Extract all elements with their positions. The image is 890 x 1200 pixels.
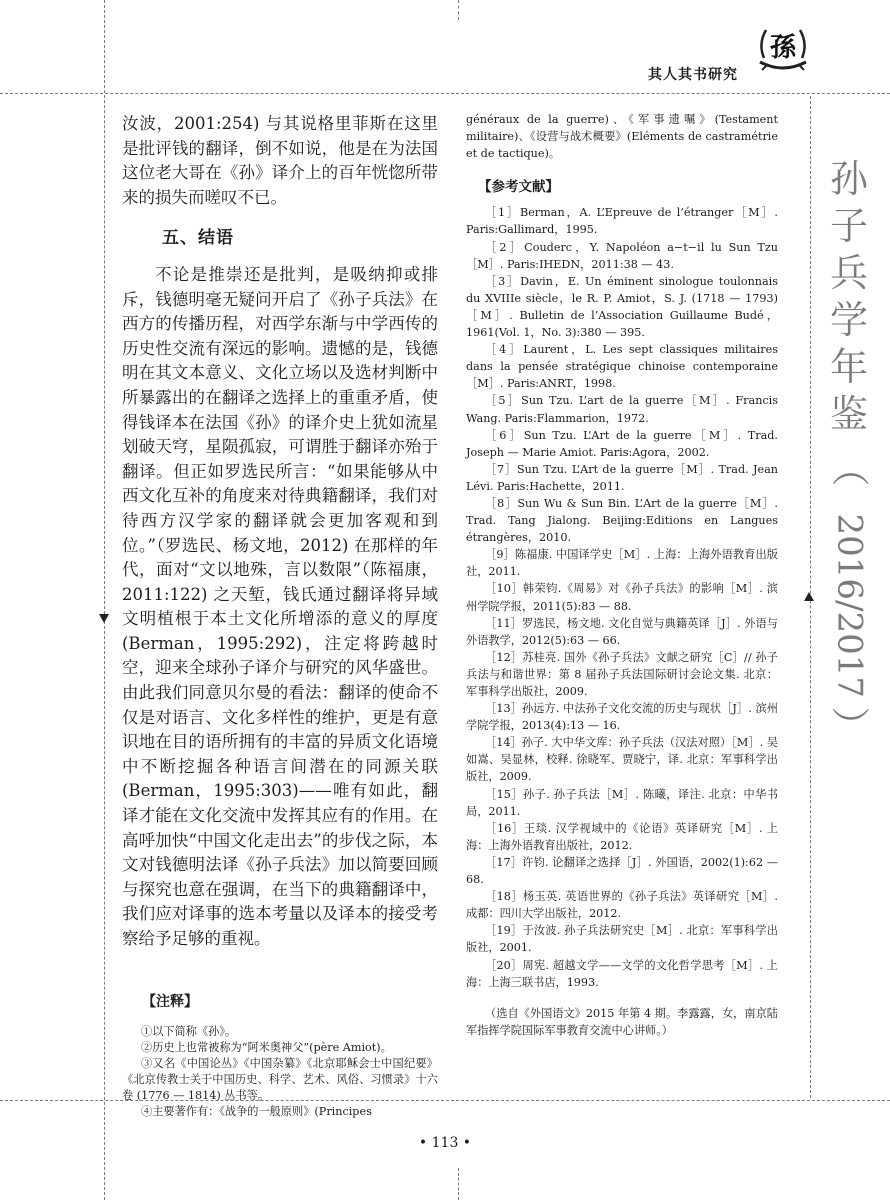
reference-item: ［11］罗选民，杨文地. 文化自觉与典籍英译［J］. 外语与外语教学，2012(5):63 — 66. <box>466 616 778 647</box>
right-arrow-marker <box>804 592 814 601</box>
left-column <box>122 112 438 1120</box>
reference-item: ［10］韩荣钧.《周易》对《孙子兵法》的影响［M］. 滨州学院学报，2011(5):83 — 88. <box>466 582 778 613</box>
note-item: ②历史上也常被称为“阿米奥神父”(père Amiot)。 <box>141 1041 392 1055</box>
yearbook-side-title <box>826 156 872 755</box>
reference-item: ［12］苏桂亮. 国外《孙子兵法》文献之研究［C］// 孙子兵法与和谐世界：第 8 届孙子兵法国际研讨会论文集. 北京：军事科学出版社，2009. <box>466 650 778 698</box>
notes-heading: 【注释】 <box>142 993 198 1010</box>
side-title-char: 孙 <box>829 157 868 201</box>
logo-glyph: 孫 <box>769 33 797 63</box>
notes-list <box>122 1024 438 1120</box>
reference-item: ［15］孙子. 孙子兵法［M］. 陈曦，译注. 北京：中华书局，2011. <box>466 787 778 818</box>
note-item: ③又名《中国论丛》《中国杂纂》《北京耶稣会士中国纪要》《北京传教士关于中国历史、科学、艺术、风俗、习惯录》十六卷 (1776 — 1814) 丛书等。 <box>122 1057 438 1103</box>
header-rule <box>0 93 890 94</box>
continued-paragraph: 汝波，2001:254) 与其说格里菲斯在这里是批评钱的翻译，倒不如说，他是在为法国这位老大哥在《孙》译介上的百年恍惚所带来的损失而嗟叹不已。 <box>122 114 438 207</box>
references-heading: 【参考文献】 <box>478 179 559 196</box>
section-heading: 五、结语 <box>162 228 234 249</box>
reference-item: ［13］孙远方. 中法孙子文化交流的历史与现状［J］. 滨州学院学报，2013(4):13 — 16. <box>466 702 778 733</box>
side-title-char: 鉴 <box>829 392 868 436</box>
reference-item: ［7］Sun Tzu. L’Art de la guerre［M］. Trad. Jean Lévi. Paris:Hachette，2011. <box>466 462 778 493</box>
note-item: ④主要著作有：《战争的一般原则》(Principes <box>141 1105 372 1119</box>
note-item: ①以下简称《孙》。 <box>141 1025 237 1039</box>
bottom-divider-tick <box>458 1168 459 1200</box>
reference-item: ［17］许钧. 论翻译之选择［J］. 外国语，2002(1):62 — 68. <box>466 855 778 887</box>
side-title-year-range: 2016/2017 <box>829 513 870 699</box>
side-title-char: 子 <box>829 204 868 248</box>
source-note: （选自《外国语文》2015 年第 4 期。李露露，女，南京陆军指挥学院国际军事教育交流中心讲师。） <box>466 1006 778 1037</box>
reference-item: ［5］Sun Tzu. L’art de la guerre［M］. Francis Wang. Paris:Flammarion，1972. <box>466 394 778 425</box>
reference-item: ［3］Davin，E. Un éminent sinologue toulonnais du XVIIIe siècle，le R. P. Amiot，S. J. (1718 — 1793)［M］. Bulletin de l’Association Guillaume Budé，1961(Vol. 1，No. 3):380 — 395. <box>466 274 778 340</box>
reference-item: ［2］Couderc，Y. Napoléon a−t−il lu Sun Tzu［M］. Paris:IHEDN，2011:38 — 43. <box>466 240 778 271</box>
side-title-close-paren: ） <box>827 706 872 745</box>
reference-item: ［8］Sun Wu & Sun Bin. L’Art de la guerre［M］. Trad. Tang Jialong. Beijing:Editions en Langues étrangères，2010. <box>466 496 778 545</box>
reference-item: ［4］Laurent，L. Les sept classiques militaires dans la pensée stratégique chinoise contemporaine［M］. Paris:ANRT，1998. <box>466 343 778 391</box>
side-title-char: 兵 <box>829 251 868 295</box>
right-column <box>466 111 778 1039</box>
left-arrow-marker <box>99 614 109 623</box>
journal-logo-icon <box>754 18 812 76</box>
reference-item: ［1］Berman，A. L’Epreuve de l’étranger［M］. Paris:Gallimard，1995. <box>466 206 778 237</box>
left-margin-rule <box>104 0 105 1200</box>
reference-item: ［19］于汝波. 孙子兵法研究史［M］. 北京：军事科学出版社，2001. <box>466 924 778 955</box>
top-divider-tick <box>458 0 459 20</box>
reference-item: ［18］杨玉英. 英语世界的《孙子兵法》英译研究［M］. 成都：四川大学出版社，2012. <box>466 890 778 921</box>
reference-item: ［20］周宪. 超越文学——文学的文化哲学思考［M］. 上海：上海三联书店，1993. <box>466 958 778 989</box>
page-number: • 113 • <box>418 1135 472 1151</box>
side-title-open-paren: （ <box>827 448 872 487</box>
conclusion-paragraph: 不论是推崇还是批判，是吸纳抑或排斥，钱德明毫无疑问开启了《孙子兵法》在西方的传播历程，对西学东渐与中学西传的历史性交流有深远的影响。遗憾的是，钱德明在其文本意义、文化立场以及选材判断中所暴露出的在翻译之选择上的重重矛盾，使得钱译本在法国《孙》的译介史上犹如流星划破天穹，星陨孤寂，可谓胜于翻译亦殆于翻译。但正如罗选民所言：“如果能够从中西文化互补的角度来对待典籍翻译，我们对待西方汉学家的翻译就会更加客观和到位。”（罗选民、杨文地，2012) 在那样的年代，面对“文以地殊，言以数限”（陈福康，2011:122) 之天堑，钱氏通过翻译将异域文明植根于本土文化所增添的意义的厚度 (Berman，1995:292)，注定将跨越时空，迎来全球孙子译介与研究的风华盛世。由此我们同意贝尔曼的看法：翻译的使命不仅是对语言、文化多样性的维护，更是有意识地在目的语所拥有的丰富的异质文化语境中不断挖掘各种语言间潜在的同源关联 (Berman，1995:303)——唯有如此，翻译才能在文化交流中发挥其应有的作用。在高呼加快“中国文化走出去”的步伐之际，本文对钱德明法译《孙子兵法》加以简要回顾与探究也意在强调，在当下的典籍翻译中，我们应对译事的选本考量以及译本的接受考察给予足够的重视。 <box>122 264 438 948</box>
note-continuation: généraux de la guerre)、《军事遗嘱》(Testament militaire)、《设营与战术概要》(Eléments de castramétrie et de tactique)。 <box>466 113 778 161</box>
side-title-char: 年 <box>829 345 868 389</box>
reference-item: ［6］Sun Tzu. L’Art de la guerre［M］. Trad. Joseph — Marie Amiot. Paris:Agora，2002. <box>466 428 778 459</box>
side-title-char: 学 <box>829 298 868 342</box>
section-name: 其人其书研究 <box>648 67 738 83</box>
reference-item: ［9］陈福康. 中国译学史［M］. 上海：上海外语教育出版社，2011. <box>466 548 778 579</box>
reference-item: ［16］王琰. 汉学视域中的《论语》英译研究［M］. 上海：上海外语教育出版社，2012. <box>466 821 778 852</box>
reference-item: ［14］孙子. 大中华文库：孙子兵法（汉法对照）［M］. 吴如嵩、吴显林，校释. 徐晓军、贾晓宁，译. 北京：军事科学出版社，2009. <box>466 736 778 784</box>
